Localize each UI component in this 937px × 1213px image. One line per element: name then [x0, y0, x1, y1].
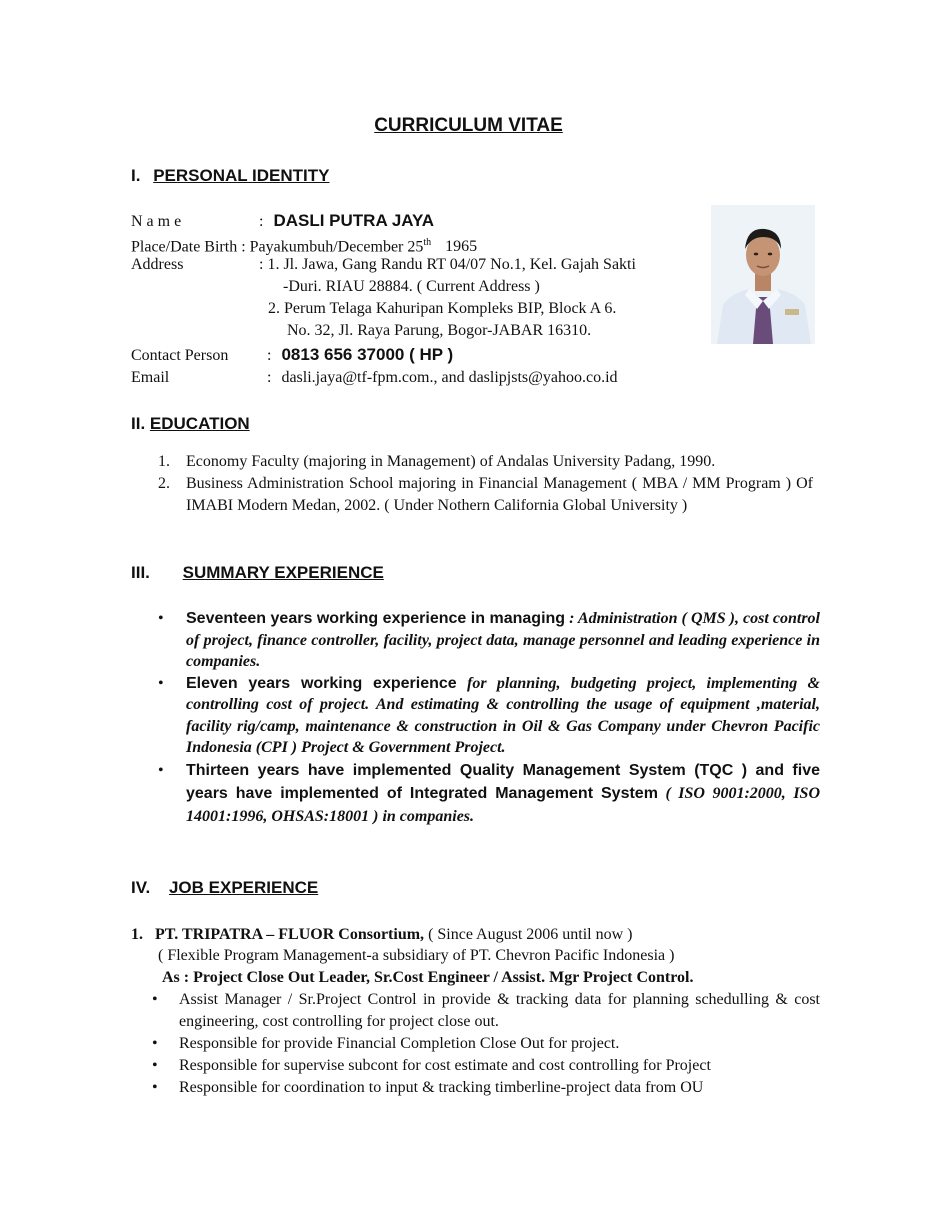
bullet: •: [158, 610, 164, 627]
address-colon: :: [259, 256, 264, 273]
contact-label: Contact Person: [131, 347, 229, 364]
address2-line1: 2. Perum Telaga Kahuripan Kompleks BIP, Block A 6.: [268, 300, 617, 317]
section-title: PERSONAL IDENTITY: [153, 166, 330, 185]
section-job-experience: [131, 878, 318, 898]
address-label: Address: [131, 256, 184, 273]
summary-list: [158, 608, 820, 828]
job-company: PT. TRIPATRA – FLUOR Consortium,: [155, 926, 425, 943]
email-label: Email: [131, 369, 170, 386]
section-education: [131, 414, 250, 434]
section-number: II.: [131, 414, 146, 433]
section-title: EDUCATION: [149, 414, 250, 433]
address-row: [131, 254, 636, 276]
bullet: •: [152, 1035, 158, 1052]
job-role: As : Project Close Out Leader, Sr.Cost Engineer / Assist. Mgr Project Control.: [162, 969, 694, 986]
section-personal-identity: [131, 166, 330, 186]
list-number: 1.: [158, 453, 170, 470]
birth-value: Payakumbuh/December 25: [249, 238, 424, 256]
list-item: [152, 1033, 820, 1055]
education-list: [158, 451, 813, 516]
job-header: [131, 924, 633, 946]
job-subsidiary: ( Flexible Program Management-a subsidiary of PT. Chevron Pacific Indonesia ): [158, 947, 675, 964]
summary-bold: Thirteen years have implemented Quality Management System (TQC ) and five years have implemented of Integrated Management System: [186, 761, 820, 802]
section-summary-experience: [131, 563, 384, 583]
list-item: [158, 759, 820, 828]
name-colon: :: [259, 213, 264, 230]
contact-colon: :: [267, 347, 272, 364]
summary-italic: for planning, budgeting project, implementing & controlling cost of project. And estimating & controlling the usage of equipment ,material, facility rig/camp, maintenance & construction in Oil & Gas Company under Chevron Pacific Indonesia (CPI ) Project & Government Project.: [186, 674, 820, 756]
summary-italic: ( ISO 9001:2000, ISO 14001:1996, OHSAS:18001 ) in companies.: [186, 784, 821, 825]
duty-text: Responsible for provide Financial Completion Close Out for project.: [179, 1035, 620, 1052]
address1-line2: -Duri. RIAU 28884. ( Current Address ): [283, 278, 540, 295]
duty-text: Responsible for coordination to input & tracking timberline-project data from OU: [179, 1079, 704, 1096]
birth-label: Place/Date Birth :: [131, 238, 246, 256]
section-number: I.: [131, 166, 141, 185]
email-row: [131, 367, 618, 389]
list-item: [158, 608, 820, 673]
list-item: [152, 1055, 820, 1077]
email-colon: :: [267, 369, 272, 386]
profile-photo: [711, 205, 815, 344]
job-since: ( Since August 2006 until now ): [424, 926, 633, 943]
bullet: •: [152, 991, 158, 1008]
page-title: CURRICULUM VITAE: [374, 115, 563, 136]
section-number: III.: [131, 563, 150, 582]
job-duties-list: [152, 989, 820, 1099]
bullet: •: [158, 761, 164, 779]
email-value: dasli.jaya@tf-fpm.com., and daslipjsts@yahoo.co.id: [281, 369, 618, 386]
name-value: DASLI PUTRA JAYA: [273, 211, 435, 230]
name-label: N a m e: [131, 213, 182, 230]
section-title: JOB EXPERIENCE: [168, 878, 319, 897]
contact-value: 0813 656 37000 ( HP ): [281, 345, 454, 364]
list-item: [158, 451, 813, 473]
bullet: •: [152, 1079, 158, 1096]
address1-line1: 1. Jl. Jawa, Gang Randu RT 04/07 No.1, Kel. Gajah Sakti: [267, 256, 636, 273]
list-item: [152, 1077, 820, 1099]
portrait-image: [711, 205, 815, 344]
list-text: Economy Faculty (majoring in Management) of Andalas University Padang, 1990.: [186, 453, 716, 470]
list-item: [158, 673, 820, 759]
duty-text: Assist Manager / Sr.Project Control in provide & tracking data for planning schedulling & cost engineering, cost controlling for project close out.: [179, 991, 820, 1030]
summary-italic: : Administration ( QMS ), cost control of project, finance controller, facility, project data, manage personnel and leading experience in companies.: [186, 610, 820, 670]
address2-line2: No. 32, Jl. Raya Parung, Bogor-JABAR 16310.: [287, 322, 592, 339]
section-title: SUMMARY EXPERIENCE: [182, 563, 384, 582]
summary-bold: Seventeen years working experience in managing: [186, 610, 566, 627]
list-text: Business Administration School majoring in Financial Management ( MBA / MM Program ) Of IMABI Modern Medan, 2002. ( Under Nothern California Global University ): [186, 475, 813, 514]
list-number: 2.: [158, 475, 170, 492]
bullet: •: [152, 1057, 158, 1074]
summary-bold: Eleven years working experience: [186, 674, 457, 692]
name-row: [131, 210, 434, 233]
list-item: [158, 473, 813, 516]
job-number: 1.: [131, 926, 143, 943]
birth-year: 1965: [445, 238, 478, 256]
bullet: •: [158, 674, 164, 692]
list-item: [152, 989, 820, 1033]
duty-text: Responsible for supervise subcont for cost estimate and cost controlling for Project: [179, 1057, 711, 1074]
section-number: IV.: [131, 878, 151, 897]
contact-row: [131, 344, 453, 367]
birth-sup: th: [423, 237, 432, 248]
